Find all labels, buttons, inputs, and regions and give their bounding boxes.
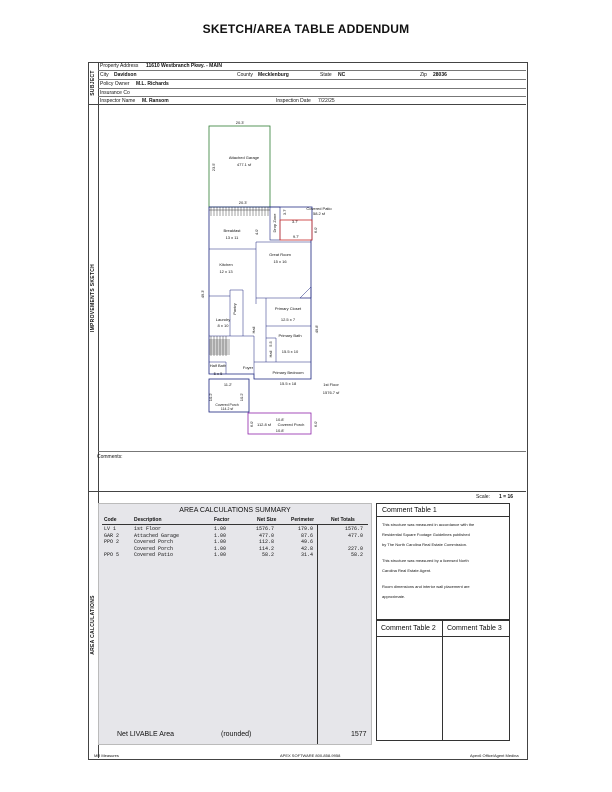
breakfast-name: Breakfast <box>223 228 241 233</box>
row-desc: Covered Porch <box>134 545 174 552</box>
county-value: Mecklenburg <box>258 72 289 78</box>
footer-right: Apex6 Office/Agent Medina <box>470 753 519 758</box>
col-net-size: Net Size <box>257 517 277 523</box>
primary-bath-size: 15.5 x 10 <box>281 349 299 354</box>
floor-plan-sketch <box>98 104 526 454</box>
row-factor: 1.00 <box>214 526 227 532</box>
left-total-dim: 49.3' <box>200 289 205 299</box>
row-factor: 1.00 <box>214 552 227 558</box>
comment-tables-divider <box>442 621 443 740</box>
comment-table-2-title: Comment Table 2 <box>381 625 436 632</box>
row-net-size: 1576.7 <box>256 526 275 532</box>
page-title: SKETCH/AREA TABLE ADDENDUM <box>202 22 410 36</box>
section-divider <box>88 491 526 492</box>
property-address-label: Property Address <box>100 63 139 69</box>
inspection-date-label: Inspection Date <box>276 98 311 104</box>
col-perimeter: Perimeter <box>291 517 315 523</box>
area-section-label: AREA CALCULATIONS <box>90 594 96 655</box>
comment-line: This structure was measured by a licensed North <box>382 558 469 563</box>
row-perimeter: 87.6 <box>301 532 314 539</box>
row-code: LV 1 <box>104 526 117 532</box>
row-desc: 1st Floor <box>134 526 162 532</box>
zip-value: 28036 <box>433 72 447 78</box>
row-factor: 1.00 <box>214 545 227 552</box>
stairs-laundry <box>209 336 230 356</box>
porch-a-area: 114.2 sf <box>220 407 234 411</box>
half-bath-name: Half Bath <box>209 363 227 368</box>
porch-b-bottom-dim: 10.8' <box>275 428 285 433</box>
inspector-label: Inspector Name <box>100 98 136 104</box>
comment-line: by The North Carolina Real Estate Commission. <box>382 542 468 547</box>
comment-table-3-title: Comment Table 3 <box>447 625 502 632</box>
closet-name: Primary Closet <box>274 306 302 311</box>
drop-zone-small-dim: 3.7' <box>291 219 299 224</box>
net-livable-label: Net LIVABLE Area <box>117 731 175 738</box>
comment-table-1-body <box>382 520 474 602</box>
summary-rows <box>99 526 371 559</box>
comment-tables-2-3 <box>376 620 510 741</box>
footer-left: MR Measures <box>94 753 119 758</box>
comment-line: Residential Square Footage Guidelines published <box>382 532 470 537</box>
comment-line: Carolina Real Estate Agent. <box>382 568 432 573</box>
bedroom-name: Primary Bedroom <box>272 370 304 375</box>
breakfast-size: 13 x 11 <box>225 235 239 240</box>
drop-zone-height-dim: 4.0' <box>254 228 259 236</box>
row-net-size: 477.0 <box>259 532 275 539</box>
row-net-size: 114.2 <box>259 545 275 552</box>
closet-size: 12.5 x 7 <box>280 317 296 322</box>
row-desc: Attached Garage <box>134 532 180 539</box>
subject-sidebar <box>88 62 99 104</box>
comments-label: Comments: <box>97 454 123 460</box>
row-divider <box>98 79 526 80</box>
inspection-date-value: 7/22/25 <box>318 98 335 104</box>
zip-label: Zip <box>420 72 427 78</box>
summary-header-rule <box>102 524 368 525</box>
net-livable-value: 1577 <box>351 731 367 738</box>
rounded-label: (rounded) <box>221 731 252 738</box>
row-factor: 1.00 <box>214 539 227 545</box>
porch-b-name: Covered Porch <box>277 422 305 427</box>
patio-name: Covered Patio <box>306 206 332 211</box>
owner-value: M.L. Richards <box>136 81 169 87</box>
porch-b-top-dim: 10.8' <box>275 417 285 422</box>
row-factor: 1.00 <box>214 532 227 539</box>
state-value: NC <box>338 72 346 78</box>
kitchen-size: 12 x 13 <box>219 269 233 274</box>
comment-line: approximate. <box>382 594 406 599</box>
garage-bottom-dim: 20.3' <box>238 200 248 205</box>
porch-b-right-dim: 6.0' <box>313 420 318 428</box>
city-value: Davidson <box>114 72 137 78</box>
summary-title: AREA CALCULATIONS SUMMARY <box>179 507 291 514</box>
subject-section-label: SUBJECT <box>90 70 96 96</box>
row-desc: Covered Porch <box>134 539 174 545</box>
area-summary-panel <box>98 503 372 745</box>
comments-divider <box>98 451 526 452</box>
state-label: State <box>320 72 332 78</box>
porch-b-area: 112.8 sf <box>257 422 271 427</box>
row-code: PPO 5 <box>104 552 120 558</box>
property-address-value: 11610 Westbranch Pkwy. - MAIN <box>146 63 222 69</box>
sketch-section-label: IMPROVEMENTS SKETCH <box>90 263 96 332</box>
patio-height-dim: 6.0' <box>313 226 318 234</box>
comment-line: Room dimensions and interior wall placement are <box>382 584 470 589</box>
row-desc: Covered Patio <box>134 552 174 558</box>
scale-label: Scale: <box>476 494 490 500</box>
stairs-top <box>209 207 270 216</box>
porch-b-left-dim: 6.0' <box>249 420 254 428</box>
great-room-name: Great Room <box>269 252 291 257</box>
row-perimeter: 49.6 <box>301 539 314 545</box>
kitchen-name: Kitchen <box>219 262 233 267</box>
pantry-label: Pantry <box>232 303 237 315</box>
comment-table-1-title: Comment Table 1 <box>382 507 437 514</box>
half-bath-size: 5 x 5 <box>213 371 223 376</box>
col-description: Description <box>134 517 162 523</box>
row-divider <box>98 88 526 89</box>
row-net-size: 112.8 <box>259 539 275 545</box>
row-perimeter: 42.8 <box>301 545 314 552</box>
garage-name: Attached Garage <box>228 155 260 160</box>
garage-side-dim: 23.5' <box>211 162 216 172</box>
col-factor: Factor <box>214 517 230 523</box>
primary-bath-name: Primary Bath <box>278 333 302 338</box>
county-label: County <box>237 72 253 78</box>
row-divider <box>98 70 526 71</box>
col-net-totals: Net Totals <box>331 517 355 523</box>
patio-width-dim: 9.7' <box>292 234 300 239</box>
great-room-size: 15 x 16 <box>273 259 287 264</box>
drop-zone-width-dim: 3.7' <box>282 208 287 216</box>
porch-a-name: Covered Porch <box>215 403 239 407</box>
footer-center: APEX SOFTWARE 800-858-9958 <box>280 753 341 758</box>
laundry-name: Laundry <box>215 317 231 322</box>
row-divider <box>98 96 526 97</box>
garage-top-dim: 20.3' <box>235 120 245 125</box>
patio-area: 58.2 sf <box>312 211 326 216</box>
drop-zone-label: Drop Zone <box>272 213 277 233</box>
comment-table-1 <box>376 503 510 620</box>
foyer-label: Foyer <box>242 365 254 370</box>
fireplace <box>300 287 311 298</box>
bedroom-size: 15.5 x 18 <box>279 381 297 386</box>
porch-a-height-dim: 10.2' <box>208 392 213 402</box>
city-label: City <box>100 72 109 78</box>
row-net-total: 1576.7 <box>345 526 364 532</box>
row-net-total: 227.0 <box>348 545 364 552</box>
porch-a-height-dim-2: 10.2' <box>239 392 244 402</box>
row-code: PPO 2 <box>104 539 120 545</box>
scale-value: 1 = 16 <box>499 494 514 500</box>
laundry-size: 8 x 10 <box>217 323 229 328</box>
comment-line: This structure was measured in accordance with the <box>382 522 475 527</box>
garage-area: 477.1 sf <box>236 162 252 167</box>
first-floor-name: 1st Floor <box>323 382 339 387</box>
inspector-value: M. Ransom <box>142 98 169 104</box>
col-code: Code <box>104 517 117 523</box>
comment-tables-rule <box>377 636 509 637</box>
row-perimeter: 31.4 <box>301 552 314 558</box>
comment-table-1-rule <box>377 516 509 517</box>
right-total-dim: 49.8' <box>314 324 319 334</box>
row-code: GAR 2 <box>104 532 120 539</box>
porch-a-width-dim: 11.2' <box>223 382 233 387</box>
table-row <box>99 552 371 559</box>
hall-label: Hall <box>251 326 256 334</box>
row-net-total: 58.2 <box>351 552 364 558</box>
hall-small-label: Hall <box>268 350 273 358</box>
row-net-total: 477.0 <box>348 532 364 539</box>
row-perimeter: 179.0 <box>298 526 314 532</box>
hall-small-dim: 5.5 <box>268 341 273 347</box>
row-net-size: 58.2 <box>262 552 275 558</box>
first-floor-area: 1576.7 sf <box>322 390 340 395</box>
insurance-label: Insurance Co <box>100 90 130 96</box>
owner-label: Policy Owner <box>100 81 130 87</box>
